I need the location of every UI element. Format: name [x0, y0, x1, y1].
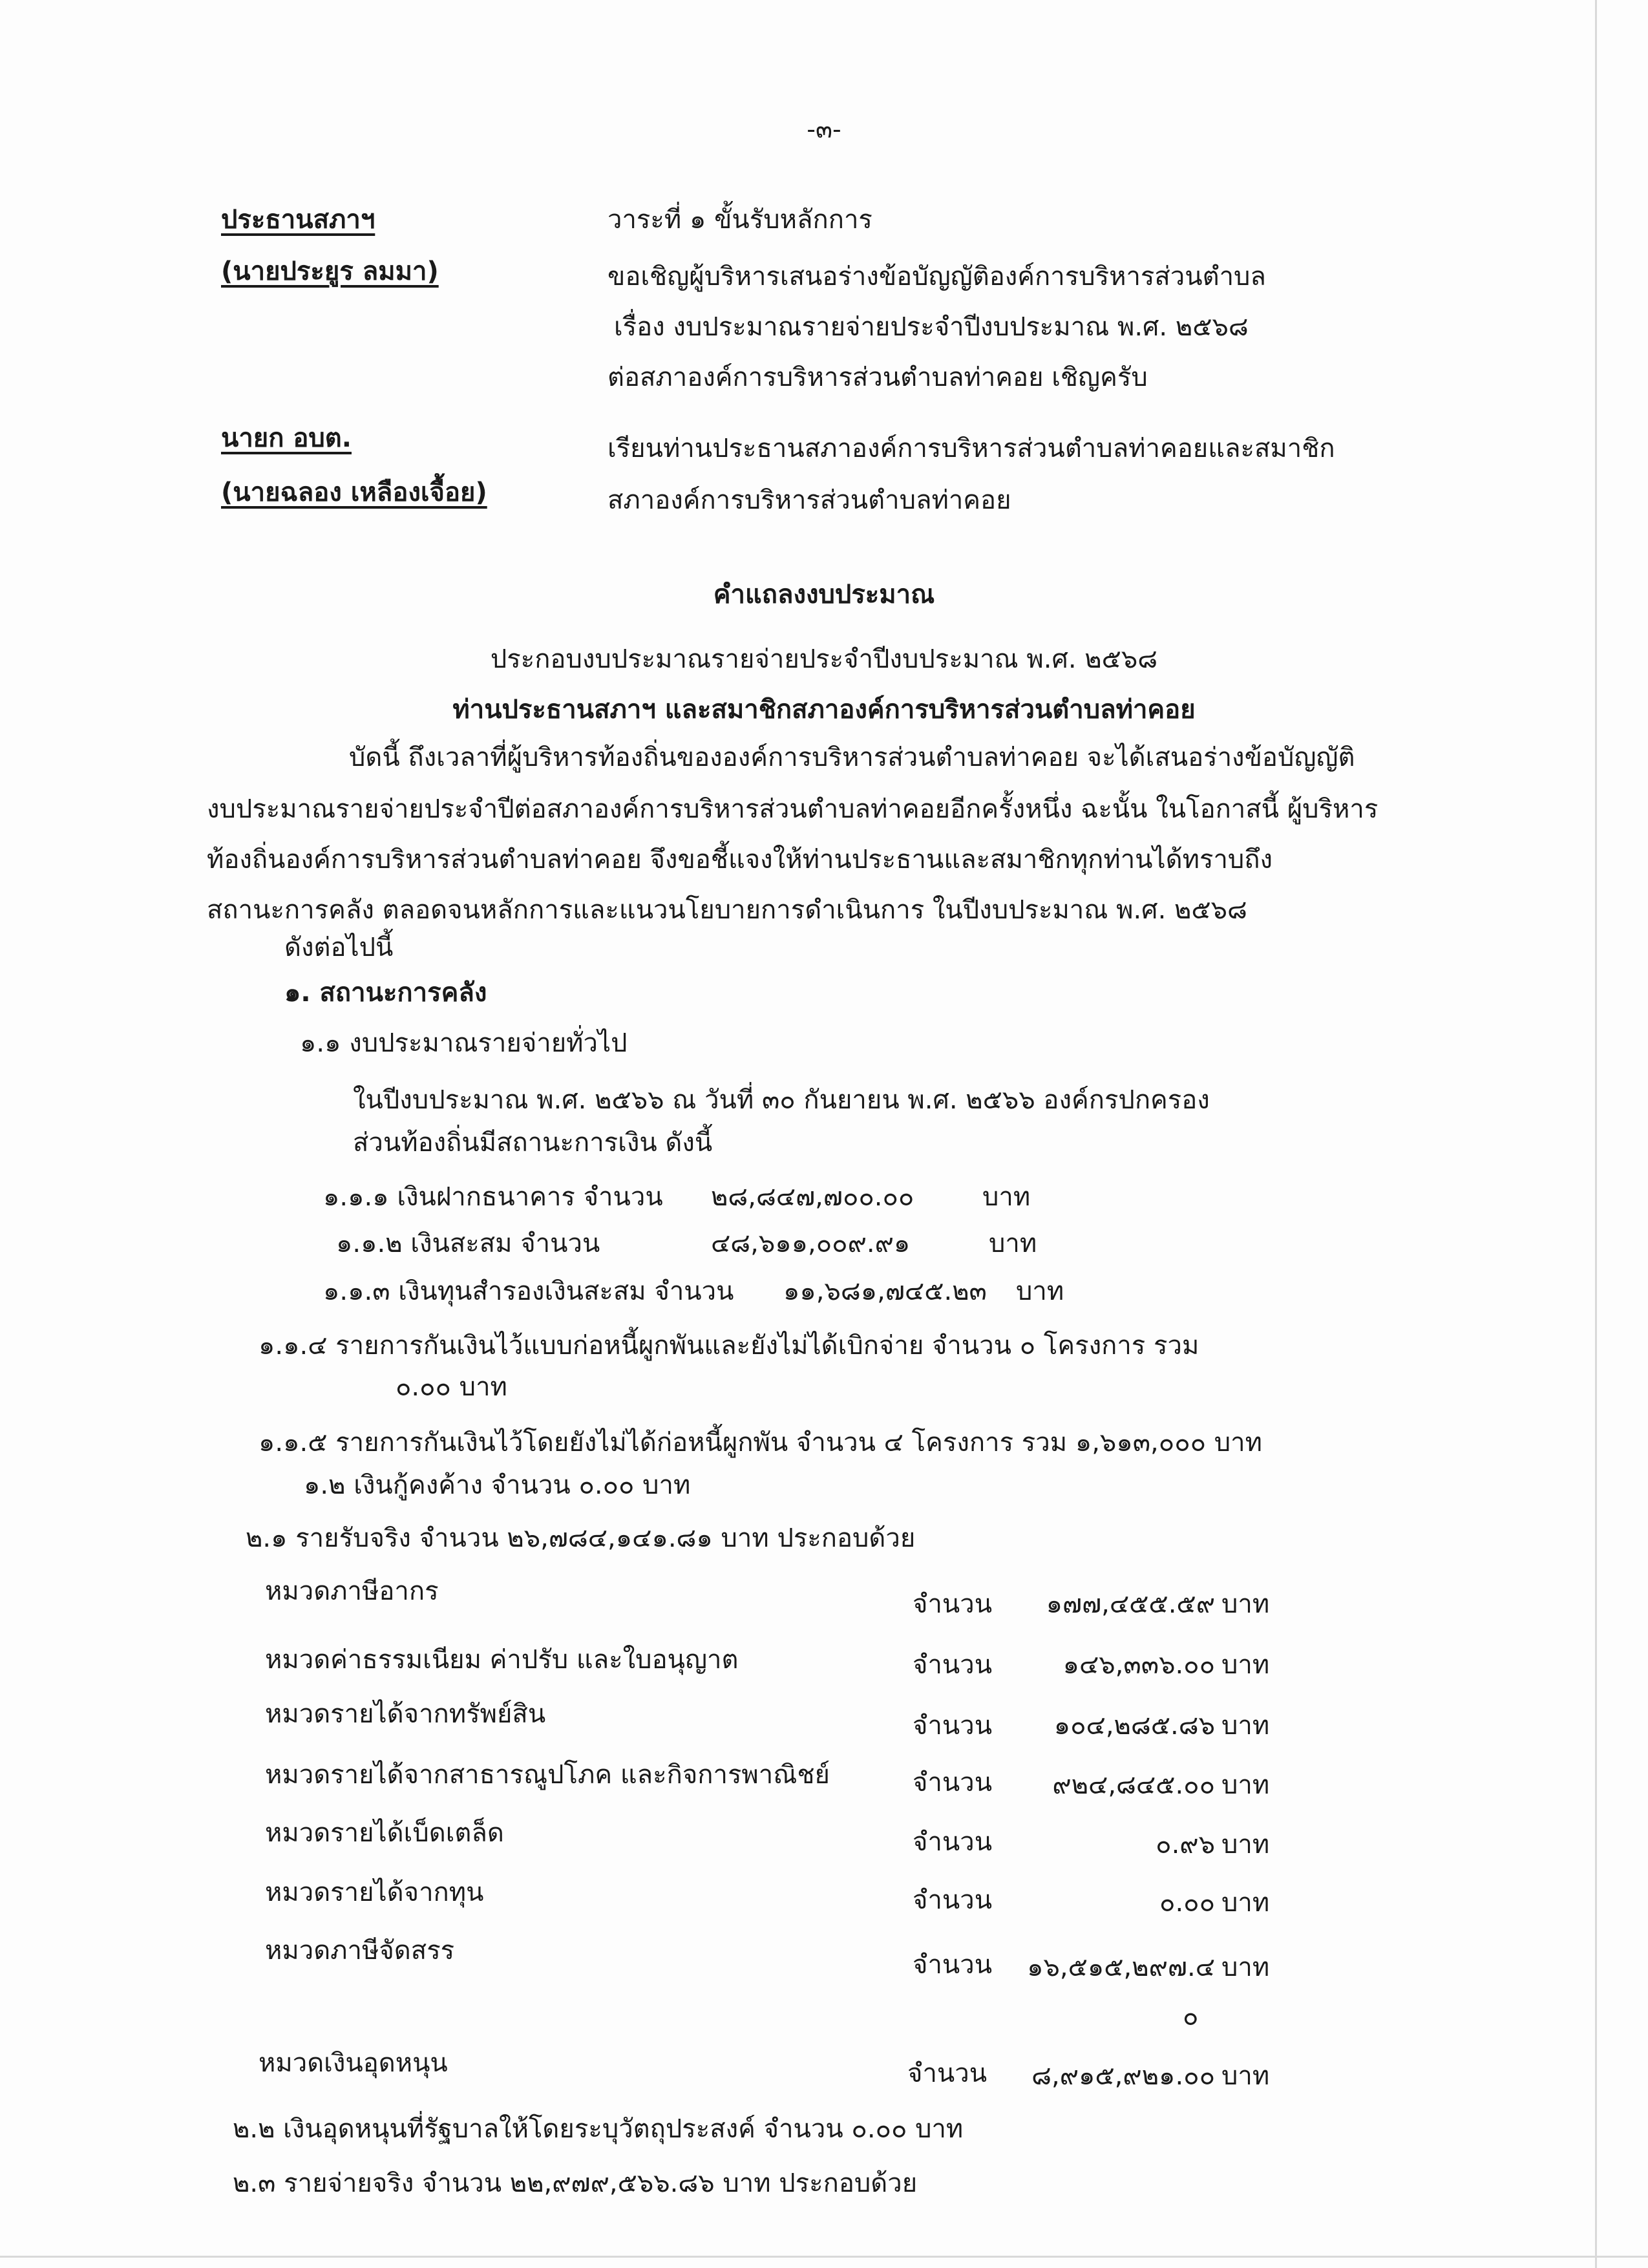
income-amount-wrap-digit: ๐ [1183, 2002, 1199, 2031]
reserve-item-5: ๑.๑.๕ รายการกันเงินไว้โดยยังไม่ได้ก่อหนี้ผูกพัน จำนวน ๔ โครงการ รวม ๑,๖๑๓,๐๐๐ บาท [259, 1428, 1262, 1457]
income-category: หมวดภาษีจัดสรร [265, 1936, 455, 1966]
income-category: หมวดรายได้จากทรัพย์สิน [265, 1699, 546, 1729]
speaker1-name: (นายประยูร ลมมา) [221, 257, 439, 286]
income-unit: บาท [1221, 1953, 1270, 1982]
speaker1-line: ต่อสภาองค์การบริหารส่วนตำบลท่าคอย เชิญครับ [607, 363, 1148, 392]
income-amount-label: จำนวน [913, 1650, 993, 1680]
income-amount-label: จำนวน [913, 1827, 993, 1857]
income-unit: บาท [1221, 1770, 1270, 1800]
statement-paragraph-line: งบประมาณรายจ่ายประจำปีต่อสภาองค์การบริหารส่วนตำบลท่าคอยอีกครั้งหนึ่ง ฉะนั้น ในโอกาสนี้ ผู้บริหาร [207, 794, 1379, 824]
balance-item-unit: บาท [1016, 1277, 1064, 1306]
income-unit: บาท [1221, 2061, 1270, 2091]
balance-item-amount: ๑๑,๖๘๑,๗๔๕.๒๓ [783, 1277, 987, 1306]
speaker2-line: เรียนท่านประธานสภาองค์การบริหารส่วนตำบลท่าคอยและสมาชิก [607, 434, 1335, 463]
income-unit: บาท [1221, 1589, 1270, 1619]
income-unit: บาท [1221, 1711, 1270, 1741]
statement-paragraph-line: ดังต่อไปนี้ [284, 933, 394, 962]
section1-heading: ๑. สถานะการคลัง [284, 978, 487, 1008]
scan-edge-bottom [0, 2256, 1648, 2258]
loan-outstanding: ๑.๒ เงินกู้คงค้าง จำนวน ๐.๐๐ บาท [304, 1470, 691, 1500]
section1-intro-line: ในปีงบประมาณ พ.ศ. ๒๕๖๖ ณ วันที่ ๓๐ กันยายน พ.ศ. ๒๕๖๖ องค์กรปกครอง [353, 1085, 1210, 1115]
reserve-item-4-line1: ๑.๑.๔ รายการกันเงินไว้แบบก่อหนี้ผูกพันและยังไม่ได้เบิกจ่าย จำนวน ๐ โครงการ รวม [259, 1331, 1199, 1361]
statement-title: คำแถลงงบประมาณ [713, 580, 935, 609]
statement-paragraph-line: ท้องถิ่นองค์การบริหารส่วนตำบลท่าคอย จึงขอชี้แจงให้ท่านประธานและสมาชิกทุกท่านได้ทราบถึง [207, 845, 1273, 874]
income-amount: ๑๔๖,๓๓๖.๐๐ [1062, 1650, 1215, 1680]
income-category: หมวดรายได้จากทุน [265, 1878, 484, 1907]
income-amount: ๐.๐๐ [1159, 1888, 1215, 1918]
speaker2-name: (นายฉลอง เหลืองเจื้อย) [221, 478, 487, 507]
income-unit: บาท [1221, 1650, 1270, 1680]
expenditure-heading: ๒.๓ รายจ่ายจริง จำนวน ๒๒,๙๗๙,๕๖๖.๘๖ บาท ประกอบด้วย [233, 2168, 918, 2198]
income-heading: ๒.๑ รายรับจริง จำนวน ๒๖,๗๘๔,๑๔๑.๘๑ บาท ประกอบด้วย [246, 1523, 916, 1553]
income-amount-label: จำนวน [913, 1589, 993, 1619]
targeted-subsidy: ๒.๒ เงินอุดหนุนที่รัฐบาลให้โดยระบุวัตถุประสงค์ จำนวน ๐.๐๐ บาท [233, 2114, 964, 2144]
speaker2-line: สภาองค์การบริหารส่วนตำบลท่าคอย [607, 485, 1011, 515]
income-category: หมวดรายได้เบ็ดเตล็ด [265, 1818, 504, 1848]
income-amount: ๑๐๔,๒๘๕.๘๖ [1053, 1711, 1215, 1741]
section1-sub-heading: ๑.๑ งบประมาณรายจ่ายทั่วไป [300, 1028, 628, 1058]
income-amount: ๑๖,๕๑๕,๒๙๗.๔ [1027, 1953, 1215, 1982]
reserve-item-4-line2: ๐.๐๐ บาท [396, 1372, 507, 1402]
statement-paragraph-line: สถานะการคลัง ตลอดจนหลักการและแนวนโยบายการดำเนินการ ในปีงบประมาณ พ.ศ. ๒๕๖๘ [207, 895, 1247, 925]
income-category: หมวดภาษีอากร [265, 1576, 439, 1606]
statement-address: ท่านประธานสภาฯ และสมาชิกสภาองค์การบริหารส่วนตำบลท่าคอย [452, 695, 1196, 725]
income-amount: ๘,๙๑๕,๙๒๑.๐๐ [1031, 2061, 1215, 2091]
balance-item-amount: ๔๘,๖๑๑,๐๐๙.๙๑ [711, 1229, 911, 1258]
income-category: หมวดเงินอุดหนุน [259, 2048, 448, 2078]
income-amount-label: จำนวน [913, 1885, 993, 1915]
balance-item-unit: บาท [982, 1182, 1031, 1212]
speaker1-line: ขอเชิญผู้บริหารเสนอร่างข้อบัญญัติองค์การบริหารส่วนตำบล [607, 262, 1266, 291]
income-amount-label: จำนวน [913, 1950, 993, 1980]
income-amount-label: จำนวน [913, 1768, 993, 1797]
income-amount: ๑๗๗,๔๕๕.๕๙ [1046, 1589, 1215, 1619]
speaker2-role: นายก อบต. [221, 423, 352, 453]
income-amount: ๐.๙๖ [1156, 1830, 1215, 1860]
income-category: หมวดค่าธรรมเนียม ค่าปรับ และใบอนุญาต [265, 1645, 739, 1675]
speaker1-line: วาระที่ ๑ ขั้นรับหลักการ [607, 205, 872, 235]
balance-item-amount: ๒๘,๘๔๗,๗๐๐.๐๐ [711, 1182, 914, 1212]
income-amount-label: จำนวน [907, 2059, 988, 2088]
income-unit: บาท [1221, 1830, 1270, 1860]
speaker1-role: ประธานสภาฯ [221, 205, 375, 235]
section1-intro-line: ส่วนท้องถิ่นมีสถานะการเงิน ดังนี้ [353, 1128, 713, 1158]
balance-item-label: ๑.๑.๓ เงินทุนสำรองเงินสะสม จำนวน [323, 1277, 734, 1306]
statement-paragraph-line: บัดนี้ ถึงเวลาที่ผู้บริหารท้องถิ่นขององค์การบริหารส่วนตำบลท่าคอย จะได้เสนอร่างข้อบัญญัติ [349, 743, 1355, 772]
income-amount: ๙๒๔,๘๔๕.๐๐ [1052, 1770, 1215, 1800]
balance-item-label: ๑.๑.๒ เงินสะสม จำนวน [336, 1229, 600, 1258]
balance-item-label: ๑.๑.๑ เงินฝากธนาคาร จำนวน [323, 1182, 663, 1212]
income-unit: บาท [1221, 1888, 1270, 1918]
income-amount-label: จำนวน [913, 1711, 993, 1741]
balance-item-unit: บาท [989, 1229, 1037, 1258]
scan-edge-right [1595, 0, 1597, 2268]
income-category: หมวดรายได้จากสาธารณูปโภค และกิจการพาณิชย์ [265, 1760, 830, 1790]
speaker1-line: เรื่อง งบประมาณรายจ่ายประจำปีงบประมาณ พ.ศ. ๒๕๖๘ [614, 312, 1249, 342]
statement-subtitle: ประกอบงบประมาณรายจ่ายประจำปีงบประมาณ พ.ศ. ๒๕๖๘ [490, 644, 1158, 674]
page-number: -๓- [807, 115, 841, 143]
